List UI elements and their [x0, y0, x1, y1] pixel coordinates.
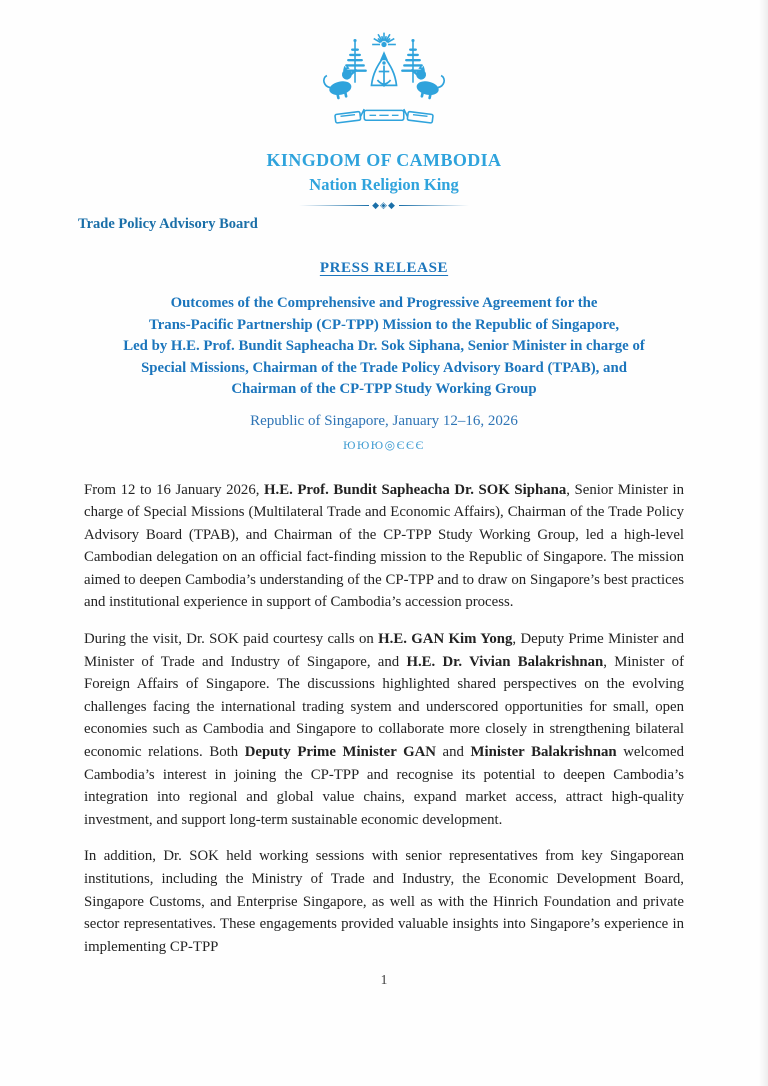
- dateline: Republic of Singapore, January 12–16, 2026: [250, 412, 518, 429]
- royal-arms-of-cambodia-icon: [309, 30, 459, 142]
- document-title-line: Led by H.E. Prof. Bundit Sapheacha Dr. Sok Siphana, Senior Minister in charge of: [123, 338, 645, 354]
- emphasized-text: H.E. Dr. Vivian Balakrishnan: [406, 653, 604, 670]
- paragraph-text: , Senior Minister in charge of Special Missions (Multilateral Trade and Economic Affairs), Chairman of the Trade Policy Advisory Board (TPAB), and Chairman of the CP-TPP Study Working Group, led a high-level Cambodian delegation on an official fact-finding mission to the Republic of Singapore. The mission aimed to deepen Cambodia’s understanding of the CP-TPP and to draw on Singapore’s best practices and institutional experience in support of Cambodia’s accession process.: [84, 481, 684, 611]
- paragraph-text: , Deputy Prime Minister and Minister of Trade and Industry of Singapore, and: [84, 631, 684, 670]
- paragraph-text: In addition, Dr. SOK held working sessions with senior representatives from key Singaporean institutions, including the Ministry of Trade and Industry, the Economic Development Board, Singapore Customs, and Enterprise Singapore, as well as with the Hinrich Foundation and private sector representatives. These engagements provided valuable insights into Singapore’s experience in implementing CP-TPP: [84, 848, 684, 955]
- press-release-heading: [0, 260, 768, 277]
- emphasized-text: H.E. Prof. Bundit Sapheacha Dr. SOK Siphana: [264, 481, 567, 498]
- document-title-line: Outcomes of the Comprehensive and Progressive Agreement for the: [170, 295, 598, 311]
- paragraph-text: During the visit, Dr. SOK paid courtesy calls on: [84, 631, 379, 648]
- emphasized-text: Minister Balakrishnan: [470, 744, 617, 761]
- org-name: Trade Policy Advisory Board: [78, 216, 258, 232]
- body-paragraph: [84, 628, 684, 831]
- emphasized-text: H.E. GAN Kim Yong: [378, 631, 513, 648]
- national-motto: Nation Religion King: [309, 175, 459, 194]
- document-title-line: Chairman of the CP-TPP Study Working Group: [231, 381, 537, 397]
- decorative-divider: [299, 198, 469, 212]
- document-title-line: Special Missions, Chairman of the Trade Policy Advisory Board (TPAB), and: [141, 359, 627, 376]
- paragraph-text: From 12 to 16 January 2026,: [84, 481, 265, 498]
- document-title: [74, 293, 694, 401]
- paragraph-text: and: [435, 744, 471, 761]
- divider-line-right: [399, 205, 469, 206]
- paragraph-text: welcomed Cambodia’s interest in joining the CP-TPP and recognise its potential to deepen Cambodia’s integration into regional and global value chains, expand market access, attract high-quality investment, and support long-term sustainable economic development.: [84, 744, 685, 828]
- khmer-ornament-icon: ЮЮЮ◎ЄЄЄ: [343, 437, 425, 452]
- body-paragraph: [84, 845, 684, 958]
- page-number: 1: [380, 972, 388, 988]
- divider-line-left: [299, 205, 369, 206]
- press-release-label: PRESS RELEASE: [319, 260, 449, 276]
- body-paragraph: [84, 479, 684, 615]
- divider-ornament-icon: ◆◈◆: [372, 200, 396, 210]
- paragraph-text: , Minister of Foreign Affairs of Singapore. The discussions highlighted shared perspectives on the evolving challenges facing the international trading system and underscored opportunities for small, open economies such as Cambodia and Singapore to collaborate more closely in strengthening bilateral economic relations. Both: [84, 653, 684, 761]
- kingdom-title: KINGDOM OF CAMBODIA: [266, 150, 502, 170]
- document-title-line: Trans-Pacific Partnership (CP-TPP) Mission to the Republic of Singapore,: [148, 316, 620, 333]
- emphasized-text: Deputy Prime Minister GAN: [244, 744, 436, 761]
- body-text: [84, 479, 684, 959]
